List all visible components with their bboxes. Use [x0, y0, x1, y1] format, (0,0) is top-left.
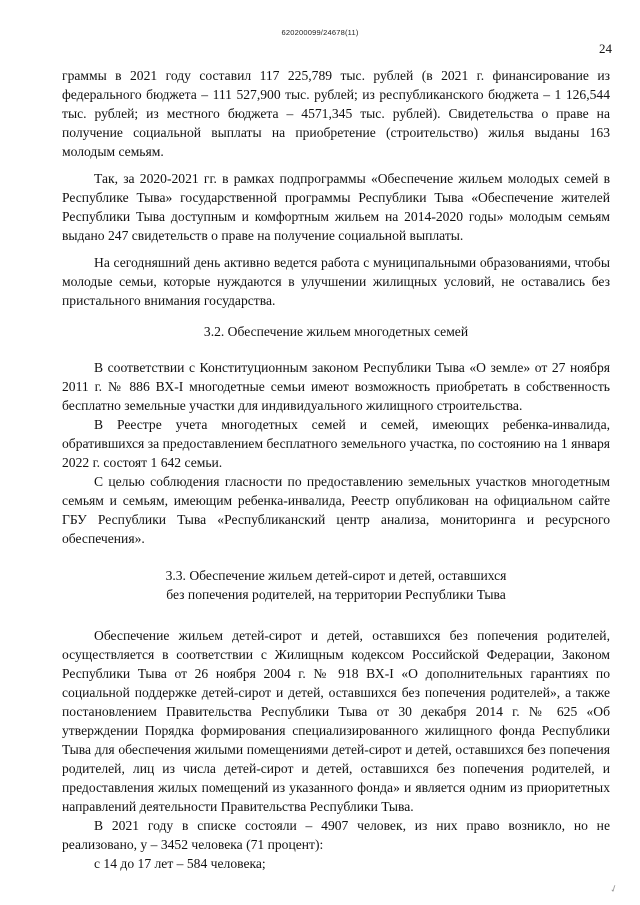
section-heading-3-2: 3.2. Обеспечение жильем многодетных семей: [203, 324, 469, 339]
section-heading-3-3-line2: без попечения родителей, на территории Республики Тыва: [166, 587, 506, 602]
paragraph-young-families-certificates: Так, за 2020-2021 гг. в рамках подпрограммы «Обеспечение жильем молодых семей в Республике Тыва» государственной программы Республики Тыва «Обеспечение жителей Республики Тыва доступным и комфортным жильем на 2014-2020 годы» молодым семьям выдано 247 свидетельств о праве на получение социальной выплаты.: [62, 171, 610, 243]
page-number: 24: [599, 41, 612, 56]
paragraph-registry-published: С целью соблюдения гласности по предоставлению земельных участков многодетным семьям и семьям, имеющим ребенка-инвалида, Реестр опубликован на официальном сайте ГБУ Республики Тыва «Республиканский центр анализа, мониторинга и ресурсного обеспечения».: [62, 474, 610, 546]
paragraph-land-law: В соответствии с Конституционным законом Республики Тыва «О земле» от 27 ноября 2011 г. № 886 ВХ-I многодетные семьи имеют возможность приобретать в собственность бесплатно земельные участки для индивидуального жилищного строительства.: [62, 360, 610, 413]
section-heading-3-3: [62, 566, 610, 604]
paragraph-continuation: граммы в 2021 году составил 117 225,789 тыс. рублей (в 2021 г. финансирование из федерального бюджета – 111 527,900 тыс. рублей; из республиканского бюджета – 1 126,544 тыс. рублей; из местного бюджета – 4571,345 тыс. рублей). Свидетельства о праве на получение социальной выплаты на приобретение (строительство) жилья выданы 163 молодым семьям.: [62, 68, 610, 159]
paragraph-age-14-17: с 14 до 17 лет – 584 человека;: [94, 856, 266, 871]
paragraph-2021-list: В 2021 году в списке состояли – 4907 человек, из них право возникло, но не реализовано, у – 3452 человека (71 процент):: [62, 818, 610, 852]
document-id: 620200099/24678(11): [281, 28, 359, 37]
initials-mark: ✓: [607, 882, 620, 897]
paragraph-orphans-housing: Обеспечение жильем детей-сирот и детей, оставшихся без попечения родителей, осуществляется в соответствии с Жилищным кодексом Российской Федерации, Законом Республики Тыва от 26 ноября 2004 г. № 918 ВХ-I «О дополнительных гарантиях по социальной поддержке детей-сирот и детей, оставшихся без попечения родителей», а также постановлением Правительства Республики Тыва от 30 декабря 2014 г. № 625 «Об утверждении Порядка формирования специализированного жилищного фонда Республики Тыва для обеспечения жилыми помещениями детей-сирот и детей, оставшихся без попечения родителей, лиц из числа детей-сирот и детей, оставшихся без попечения родителей, и предоставления жилых помещений из указанного фонда» и является одним из приоритетных направлений деятельности Правительства Республики Тыва.: [62, 628, 610, 814]
section-heading-3-3-line1: 3.3. Обеспечение жильем детей-сирот и детей, оставшихся: [165, 568, 507, 583]
paragraph-municipal-work: На сегодняшний день активно ведется работа с муниципальными образованиями, чтобы молодые семьи, которые нуждаются в улучшении жилищных условий, не оставались без пристального внимания государства.: [62, 255, 610, 308]
paragraph-registry-count: В Реестре учета многодетных семей и семей, имеющих ребенка-инвалида, обратившихся за предоставлением бесплатного земельного участка, по состоянию на 1 января 2022 г. состоят 1 642 семьи.: [62, 417, 610, 470]
document-body: [62, 66, 610, 873]
